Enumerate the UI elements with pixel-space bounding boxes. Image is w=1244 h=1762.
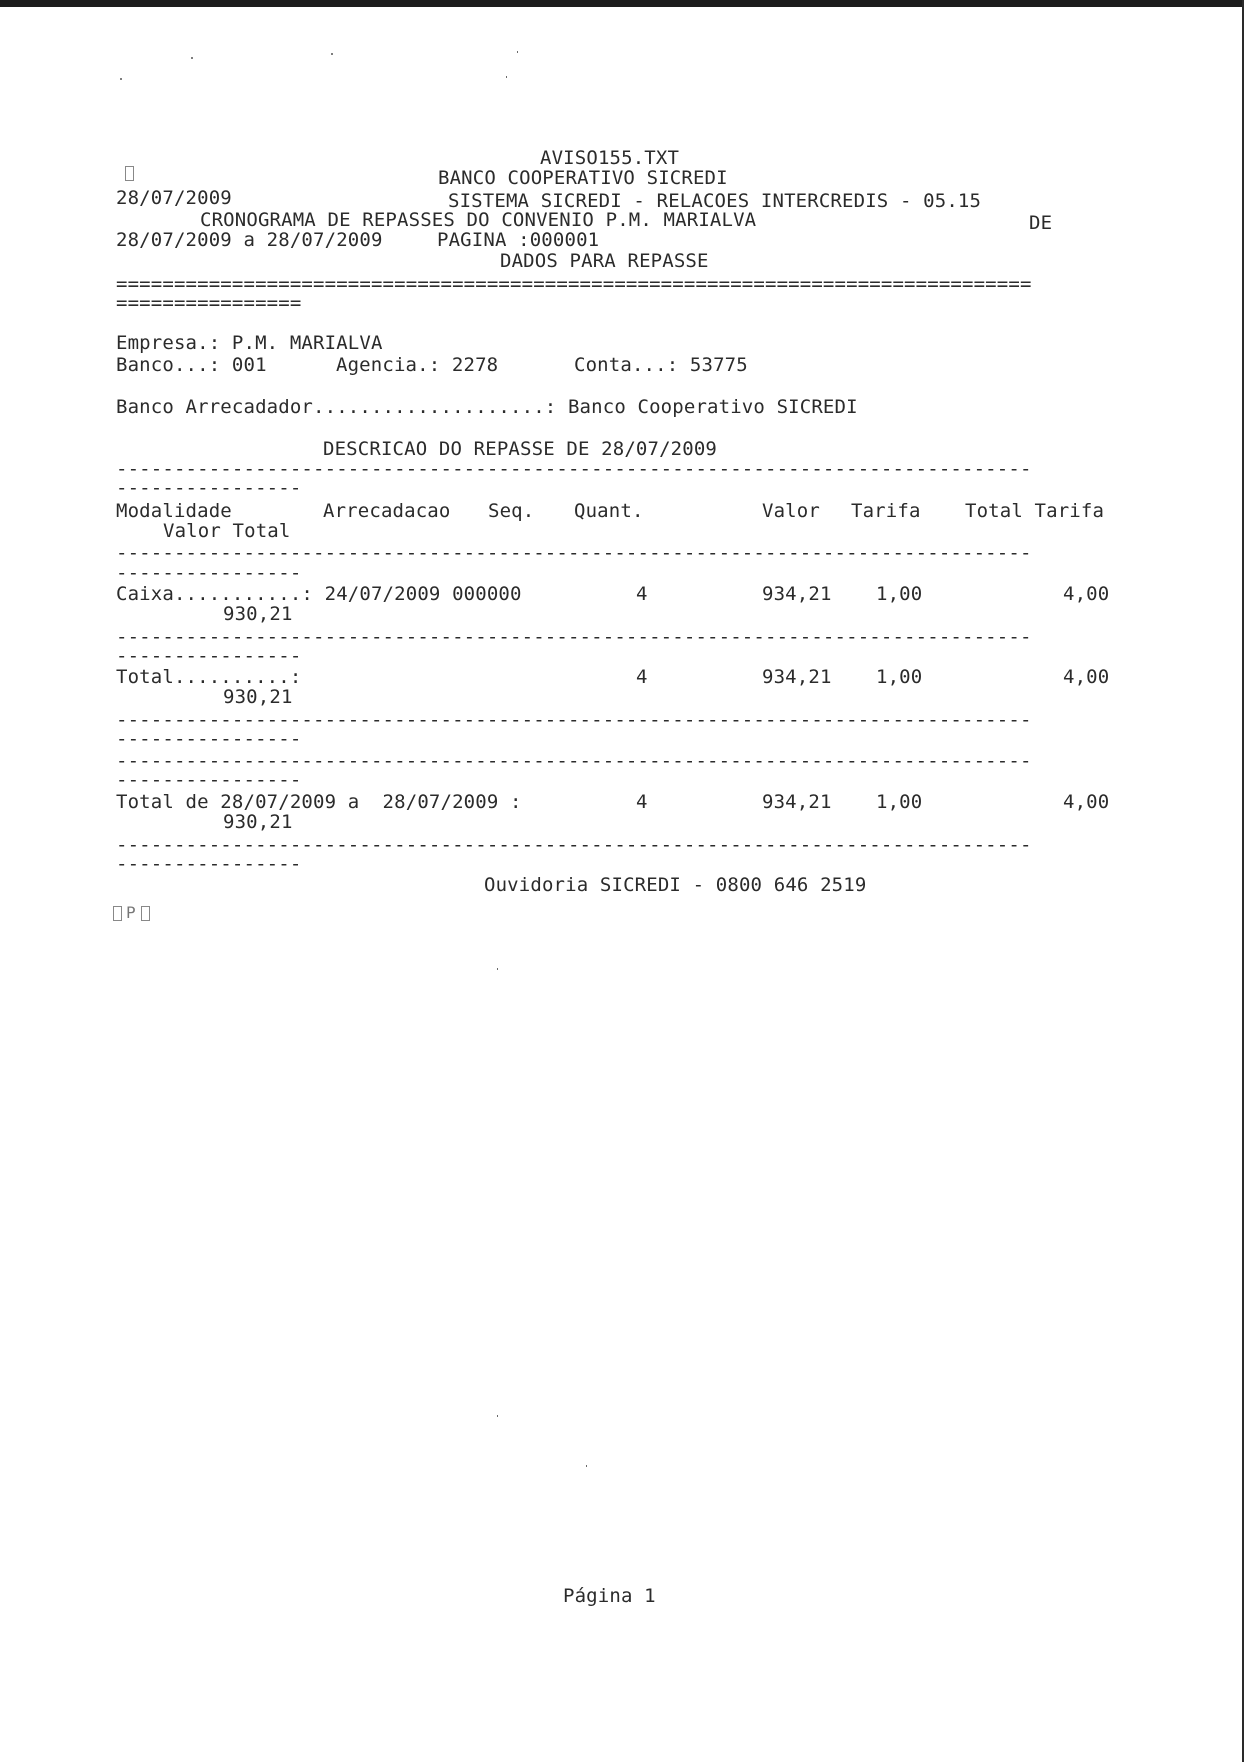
table-row-label: Total de 28/07/2009 a 28/07/2009 :: [116, 791, 522, 813]
print-date: 28/07/2009: [116, 187, 232, 209]
arrecadador-line: Banco Arrecadador....................: Banco Cooperativo SICREDI: [116, 396, 858, 418]
scan-speck: [497, 1415, 498, 1417]
de-label: DE: [1029, 212, 1053, 234]
scan-speck: [517, 51, 518, 53]
footer-code: P: [126, 903, 136, 922]
col-header-seq: Seq.: [488, 500, 535, 522]
scan-speck: [497, 968, 498, 970]
table-cell-quant: 4: [636, 666, 648, 688]
col-header-total-tarifa: Total Tarifa: [965, 500, 1105, 522]
description-title: DESCRICAO DO REPASSE DE 28/07/2009: [323, 438, 718, 460]
scan-speck: [191, 57, 193, 59]
separator-equals: ===============================================================================: [116, 273, 1032, 295]
bank-name: BANCO COOPERATIVO SICREDI: [438, 167, 728, 189]
separator-dash: ----------------: [116, 645, 302, 667]
conta-field: Conta...: 53775: [574, 354, 748, 376]
col-header-valor: Valor: [762, 500, 820, 522]
col-header-tarifa: Tarifa: [851, 500, 921, 522]
separator-dash: ----------------: [116, 853, 302, 875]
scan-speck: [120, 78, 122, 80]
table-cell-tarifa: 1,00: [876, 583, 923, 605]
col-header-valor-total: Valor Total: [163, 520, 291, 542]
agencia-field: Agencia.: 2278: [336, 354, 499, 376]
separator-dash: -------------------------------------------------------------------------------: [116, 709, 1032, 731]
table-row-label: Total..........:: [116, 666, 302, 688]
section-title: DADOS PARA REPASSE: [500, 250, 709, 272]
separator-dash: -------------------------------------------------------------------------------: [116, 750, 1032, 772]
scan-speck: [586, 1465, 587, 1467]
ouvidoria-line: Ouvidoria SICREDI - 0800 646 2519: [484, 874, 867, 896]
file-name: AVISO155.TXT: [540, 147, 680, 169]
separator-dash: ----------------: [116, 769, 302, 791]
separator-dash: -------------------------------------------------------------------------------: [116, 458, 1032, 480]
separator-equals: ================: [116, 292, 302, 314]
table-cell-valor: 934,21: [762, 583, 832, 605]
scan-top-edge: [0, 0, 1244, 7]
report-period: 28/07/2009 a 28/07/2009: [116, 229, 383, 251]
scan-speck: [331, 53, 333, 55]
table-cell-valor-total: 930,21: [223, 686, 293, 708]
separator-dash: -------------------------------------------------------------------------------: [116, 834, 1032, 856]
table-cell-quant: 4: [636, 583, 648, 605]
separator-dash: ----------------: [116, 728, 302, 750]
control-char-glyph: [141, 906, 150, 921]
scan-speck: [506, 76, 507, 78]
table-cell-total-tarifa: 4,00: [1063, 791, 1110, 813]
page-number-label: PAGINA :000001: [437, 229, 600, 251]
table-cell-total-tarifa: 4,00: [1063, 666, 1110, 688]
separator-dash: ----------------: [116, 477, 302, 499]
separator-dash: ----------------: [116, 562, 302, 584]
table-cell-valor-total: 930,21: [223, 811, 293, 833]
table-cell-valor: 934,21: [762, 791, 832, 813]
empresa-line: Empresa.: P.M. MARIALVA: [116, 332, 383, 354]
table-cell-total-tarifa: 4,00: [1063, 583, 1110, 605]
table-row-label: Caixa...........: 24/07/2009 000000: [116, 583, 522, 605]
table-cell-tarifa: 1,00: [876, 666, 923, 688]
col-header-quant: Quant.: [574, 500, 644, 522]
control-char-glyph: [113, 906, 122, 921]
separator-dash: -------------------------------------------------------------------------------: [116, 542, 1032, 564]
report-title: CRONOGRAMA DE REPASSES DO CONVENIO P.M. MARIALVA: [200, 209, 757, 231]
table-cell-valor-total: 930,21: [223, 603, 293, 625]
col-header-modalidade: Modalidade: [116, 500, 232, 522]
table-cell-quant: 4: [636, 791, 648, 813]
table-cell-tarifa: 1,00: [876, 791, 923, 813]
page-footer: Página 1: [563, 1585, 656, 1607]
control-char-glyph: [125, 166, 134, 181]
separator-dash: -------------------------------------------------------------------------------: [116, 626, 1032, 648]
system-line: SISTEMA SICREDI - RELACOES INTERCREDIS - 05.15: [448, 190, 982, 212]
col-header-arrecadacao: Arrecadacao: [323, 500, 451, 522]
table-cell-valor: 934,21: [762, 666, 832, 688]
banco-field: Banco...: 001: [116, 354, 267, 376]
